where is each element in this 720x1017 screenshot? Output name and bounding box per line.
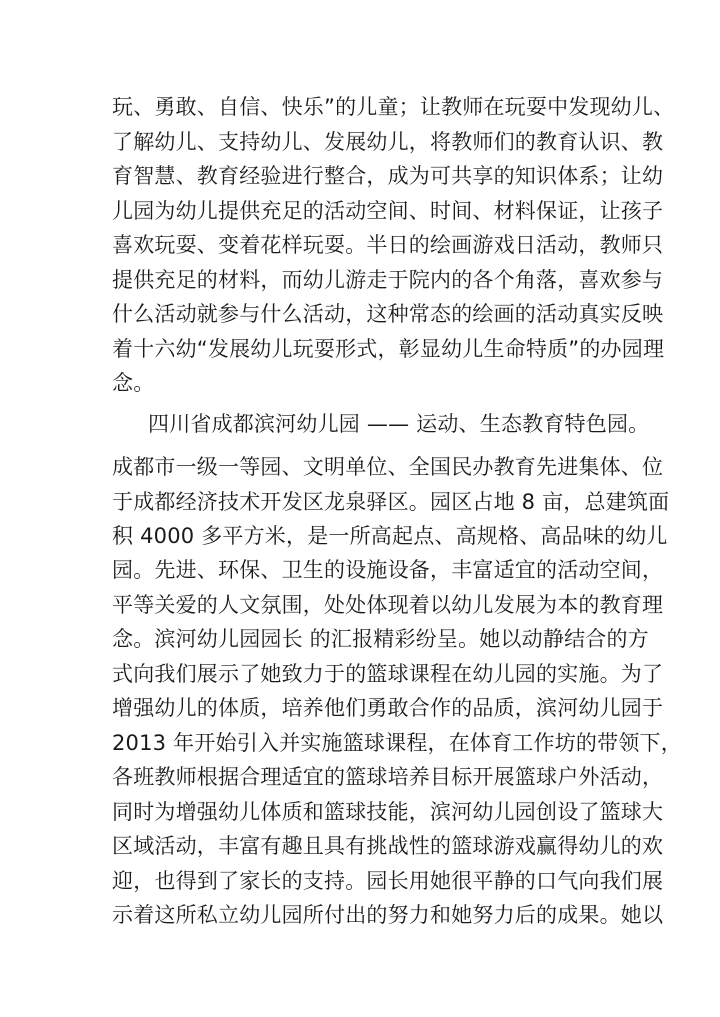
paragraph-1-line-8: 着十六幼“发展幼儿玩耍形式，彰显幼儿生命特质”的办园理 [112,337,665,361]
paragraph-1-line-9: 念。 [112,371,155,395]
paragraph-2-line-3: 积 4000 多平方米，是一所高起点、高规格、高品味的幼儿 [112,524,668,548]
paragraph-2-line-12: 区域活动，丰富有趣且具有挑战性的篮球游戏赢得幼儿的欢 [112,834,664,858]
paragraph-1-line-7: 什么活动就参与什么活动，这种常态的绘画的活动真实反映 [112,302,664,326]
paragraph-2-line-8: 增强幼儿的体质，培养他们勇敢合作的品质，滨河幼儿园于 [112,696,664,720]
paragraph-1-line-4: 儿园为幼儿提供充足的活动空间、时间、材料保证，让孩子 [112,199,664,223]
paragraph-2-line-10: 各班教师根据合理适宜的篮球培养目标开展篮球户外活动， [112,765,664,789]
paragraph-2-line-2: 于成都经济技术开发区龙泉驿区。园区占地 8 亩，总建筑面 [112,490,670,514]
paragraph-2-line-6: 念。滨河幼儿园园长 的汇报精彩纷呈。她以动静结合的方 [112,627,649,651]
section-heading: 四川省成都滨河幼儿园 —— 运动、生态教育特色园。 [148,412,650,436]
paragraph-1-line-3: 育智慧、教育经验进行整合，成为可共享的知识体系；让幼 [112,164,664,188]
paragraph-2-line-13: 迎，也得到了家长的支持。园长用她很平静的口气向我们展 [112,869,664,893]
paragraph-2-line-14: 示着这所私立幼儿园所付出的努力和她努力后的成果。她以 [112,903,664,927]
paragraph-1-line-5: 喜欢玩耍、变着花样玩耍。半日的绘画游戏日活动，教师只 [112,233,664,257]
paragraph-1-line-6: 提供充足的材料，而幼儿游走于院内的各个角落，喜欢参与 [112,268,664,292]
paragraph-2-line-7: 式向我们展示了她致力于的篮球课程在幼儿园的实施。为了 [112,662,664,686]
paragraph-2-line-5: 平等关爱的人文氛围，处处体现着以幼儿发展为本的教育理 [112,593,664,617]
paragraph-1-line-2: 了解幼儿、支持幼儿、发展幼儿，将教师们的教育认识、教 [112,130,664,154]
paragraph-1-line-1: 玩、勇敢、自信、快乐”的儿童；让教师在玩耍中发现幼儿、 [112,95,675,119]
paragraph-2-line-1: 成都市一级一等园、文明单位、全国民办教育先进集体、位 [112,455,664,479]
paragraph-2-line-9: 2013 年开始引入并实施篮球课程，在体育工作坊的带领下， [112,731,682,755]
paragraph-2-line-11: 同时为增强幼儿体质和篮球技能，滨河幼儿园创设了篮球大 [112,800,664,824]
paragraph-2-line-4: 园。先进、环保、卫生的设施设备，丰富适宜的活动空间， [112,558,664,582]
